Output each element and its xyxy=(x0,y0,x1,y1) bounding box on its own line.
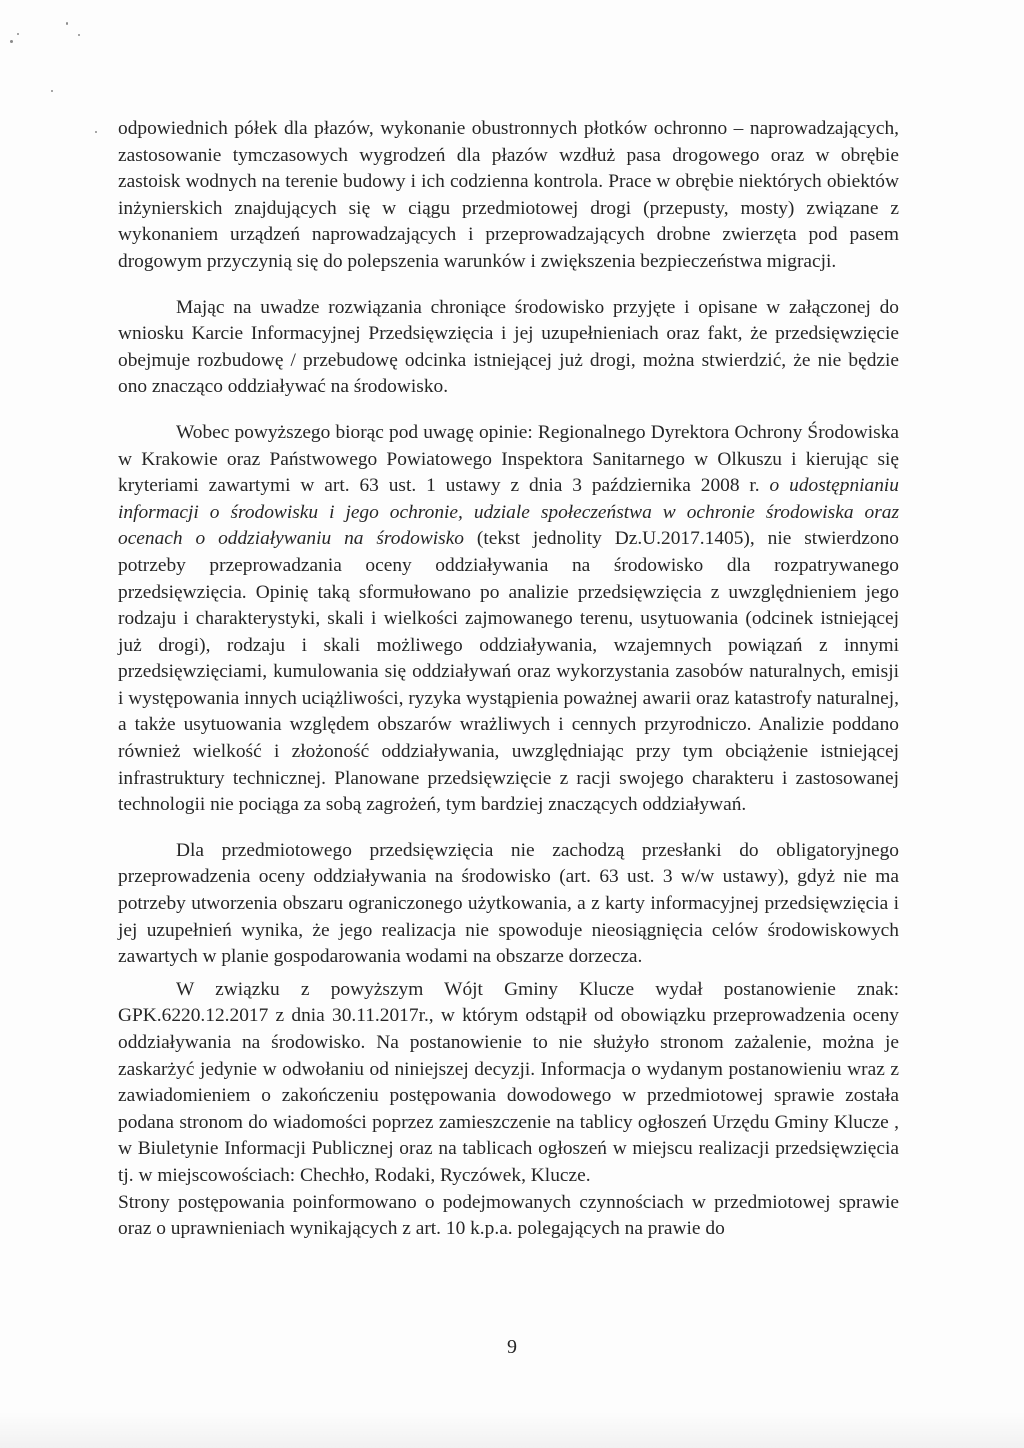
scan-speck xyxy=(10,40,13,43)
document-body xyxy=(118,116,899,1243)
paragraph-5-text: W związku z powyższym Wójt Gminy Klucze wydał postanowienie znak: GPK.6220.12.2017 z dnia 30.11.2017r., w którym odstąpił od obowiązku przeprowadzenia oceny oddziaływania na środowisko. Na postanowienie to nie służyło stronom zażalenie, można je zaskarżyć jedynie w odwołaniu od niniejszej decyzji. Informacja o wydanym postanowieniu wraz z zawiadomieniem o zakończeniu postępowania dowodowego w przedmiotowej sprawie została podana stronom do wiadomości poprzez zamieszczenie na tablicy ogłoszeń Urzędu Gminy Klucze , w Biuletynie Informacji Publicznej oraz na tablicach ogłoszeń w miejscu realizacji przedsięwzięcia tj. w miejscowościach: Chechło, Rodaki, Ryczówek, Klucze. xyxy=(118,978,899,1186)
scan-speck xyxy=(95,131,97,133)
paragraph-1-text: odpowiednich półek dla płazów, wykonanie obustronnych płotków ochronno – naprowadzających, zastosowanie tymczasowych wygrodzeń dla płazów wzdłuż pasa drogowego oraz w obrębie zastoisk wodnych na terenie budowy i ich codzienna kontrola. Prace w obrębie niektórych obiektów inżynierskich znajdujących się w ciągu przedmiotowej drogi (przepusty, mosty) związane z wykonaniem urządzeń naprowadzających i przeprowadzających drobne zwierzęta pod pasem drogowym przyczynią się do polepszenia warunków i zwiększenia bezpieczeństwa migracji. xyxy=(118,118,899,272)
paragraph-6 xyxy=(118,1190,899,1243)
scan-speck xyxy=(17,33,19,35)
scan-bottom-shade xyxy=(0,1412,1024,1448)
paragraph-3 xyxy=(118,420,899,819)
statute-title: o udostępnianiu informacji o środowisku i jego ochronie, udziale społeczeństwa w ochronie środowiska oraz ocenach o oddziaływaniu na środowisko xyxy=(118,475,900,550)
paragraph-4 xyxy=(118,838,899,971)
paragraph-3-text-continued: (tekst jednolity Dz.U.2017.1405), nie stwierdzono potrzeby przeprowadzania oceny oddziaływania na środowisko dla rozpatrywanego przedsięwzięcia. Opinię taką sformułowano po analizie przedsięwzięcia z uwzględnieniem jego rodzaju i charakterystyki, skali i wielkości zajmowanego terenu, usytuowania (odcinek istniejącej już drogi), rodzaju i skali możliwego oddziaływania, wzajemnych powiązań z innymi przedsięwzięciami, kumulowania się oddziaływań oraz wykorzystania zasobów naturalnych, emisji i występowania innych uciążliwości, ryzyka wystąpienia poważnej awarii oraz katastrofy naturalnej, a także usytuowania względem obszarów wrażliwych i cennych przyrodniczo. Analizie poddano również wielkość i złożoność oddziaływania, uwzględniając przy tym obciążenie istniejącej infrastruktury technicznej. Planowane przedsięwzięcie z racji swojego charakteru i zastosowanej technologii nie pociąga za sobą zagrożeń, tym bardziej znaczących oddziaływań. xyxy=(118,528,899,816)
scan-speck xyxy=(66,22,68,25)
paragraph-4-text: Dla przedmiotowego przedsięwzięcia nie zachodzą przesłanki do obligatoryjnego przeprowadzenia oceny oddziaływania na środowisko (art. 63 ust. 3 w/w ustawy), gdyż nie ma potrzeby utworzenia obszaru ograniczonego użytkowania, a z karty informacyjnej przedsięwzięcia i jej uzupełnień wynika, że jego realizacja nie spowoduje nieosiągnięcia celów środowiskowych zawartych w planie gospodarowania wodami na obszarze dorzecza. xyxy=(118,839,899,968)
paragraph-2 xyxy=(118,295,899,401)
paragraph-3-text: Wobec powyższego biorąc pod uwagę opinie: Regionalnego Dyrektora Ochrony Środowiska w Krakowie oraz Państwowego Powiatowego Inspektora Sanitarnego w Olkuszu i kierując się kryteriami zawartymi w art. 63 ust. 1 ustawy z dnia 3 października 2008 r. xyxy=(118,421,899,497)
scan-speck xyxy=(51,90,53,92)
paragraph-6-text: Strony postępowania poinformowano o podejmowanych czynnościach w przedmiotowej sprawie oraz o uprawnieniach wynikających z art. 10 k.p.a. polegających na prawie do xyxy=(118,1191,899,1240)
page-number: 9 xyxy=(507,1336,517,1358)
paragraph-5 xyxy=(118,977,899,1190)
paragraph-2-text: Mając na uwadze rozwiązania chroniące środowisko przyjęte i opisane w załączonej do wniosku Karcie Informacyjnej Przedsięwzięcia i jej uzupełnieniach oraz fakt, że przedsięwzięcie obejmuje rozbudowę / przebudowę odcinka istniejącej już drogi, można stwierdzić, że nie będzie ono znacząco oddziaływać na środowisko. xyxy=(118,296,899,398)
paragraph-1 xyxy=(118,116,899,276)
scan-speck xyxy=(78,34,80,36)
